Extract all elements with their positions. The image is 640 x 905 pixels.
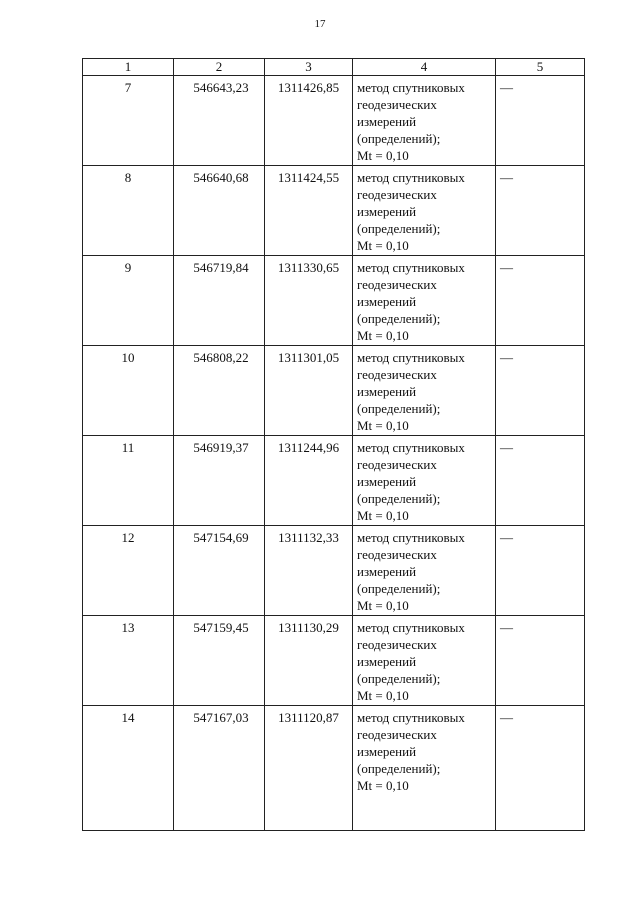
point-number-cell: 9: [83, 256, 174, 346]
x-coordinate-cell: 547159,45: [174, 616, 265, 706]
y-coordinate-cell: 1311424,55: [265, 166, 353, 256]
table-row: [83, 436, 585, 526]
method-line: измерений: [357, 744, 417, 759]
table-row: [83, 76, 585, 166]
point-number-cell: 12: [83, 526, 174, 616]
x-coordinate-cell: 546919,37: [174, 436, 265, 526]
method-line: геодезических: [357, 457, 437, 472]
table-row: [83, 166, 585, 256]
method-line: Mt = 0,10: [357, 598, 409, 613]
y-coordinate-cell: 1311301,05: [265, 346, 353, 436]
coordinates-table: [82, 58, 585, 831]
method-line: (определений);: [357, 491, 441, 506]
method-line: метод спутниковых: [357, 440, 465, 455]
note-cell: —: [496, 706, 585, 831]
note-cell: —: [496, 76, 585, 166]
method-line: метод спутниковых: [357, 170, 465, 185]
method-cell: [353, 526, 496, 616]
method-line: геодезических: [357, 187, 437, 202]
method-line: Mt = 0,10: [357, 688, 409, 703]
method-line: Mt = 0,10: [357, 238, 409, 253]
y-coordinate-cell: 1311426,85: [265, 76, 353, 166]
point-number-cell: 14: [83, 706, 174, 831]
x-coordinate-cell: 546719,84: [174, 256, 265, 346]
method-line: (определений);: [357, 581, 441, 596]
method-line: (определений);: [357, 671, 441, 686]
x-coordinate-cell: 546808,22: [174, 346, 265, 436]
method-line: метод спутниковых: [357, 710, 465, 725]
method-line: (определений);: [357, 311, 441, 326]
method-line: Mt = 0,10: [357, 148, 409, 163]
method-line: измерений: [357, 204, 417, 219]
table-row: [83, 346, 585, 436]
method-cell: [353, 346, 496, 436]
note-cell: —: [496, 526, 585, 616]
column-header: 5: [496, 59, 585, 76]
method-line: геодезических: [357, 547, 437, 562]
method-line: геодезических: [357, 727, 437, 742]
column-header: 1: [83, 59, 174, 76]
note-cell: —: [496, 436, 585, 526]
method-cell: [353, 616, 496, 706]
method-line: измерений: [357, 384, 417, 399]
method-line: метод спутниковых: [357, 260, 465, 275]
method-line: метод спутниковых: [357, 350, 465, 365]
method-line: (определений);: [357, 131, 441, 146]
point-number-cell: 8: [83, 166, 174, 256]
y-coordinate-cell: 1311132,33: [265, 526, 353, 616]
method-line: измерений: [357, 474, 417, 489]
table-row: [83, 616, 585, 706]
method-cell: [353, 166, 496, 256]
method-line: Mt = 0,10: [357, 328, 409, 343]
method-line: измерений: [357, 294, 417, 309]
column-header: 3: [265, 59, 353, 76]
y-coordinate-cell: 1311120,87: [265, 706, 353, 831]
method-cell: [353, 76, 496, 166]
method-cell: [353, 436, 496, 526]
note-cell: —: [496, 256, 585, 346]
method-line: измерений: [357, 564, 417, 579]
method-line: геодезических: [357, 277, 437, 292]
table-header-row: [83, 59, 585, 76]
table-body: [83, 76, 585, 831]
y-coordinate-cell: 1311330,65: [265, 256, 353, 346]
method-line: метод спутниковых: [357, 530, 465, 545]
note-cell: —: [496, 616, 585, 706]
method-line: геодезических: [357, 637, 437, 652]
method-line: (определений);: [357, 761, 441, 776]
x-coordinate-cell: 546643,23: [174, 76, 265, 166]
table-row: [83, 706, 585, 831]
method-line: измерений: [357, 114, 417, 129]
x-coordinate-cell: 546640,68: [174, 166, 265, 256]
method-line: Mt = 0,10: [357, 418, 409, 433]
y-coordinate-cell: 1311244,96: [265, 436, 353, 526]
point-number-cell: 11: [83, 436, 174, 526]
method-line: геодезических: [357, 367, 437, 382]
x-coordinate-cell: 547154,69: [174, 526, 265, 616]
column-header: 2: [174, 59, 265, 76]
method-line: геодезических: [357, 97, 437, 112]
note-cell: —: [496, 346, 585, 436]
method-line: метод спутниковых: [357, 620, 465, 635]
method-line: (определений);: [357, 221, 441, 236]
note-cell: —: [496, 166, 585, 256]
method-cell: [353, 256, 496, 346]
point-number-cell: 13: [83, 616, 174, 706]
method-cell: [353, 706, 496, 831]
table-row: [83, 526, 585, 616]
method-line: (определений);: [357, 401, 441, 416]
method-line: метод спутниковых: [357, 80, 465, 95]
point-number-cell: 7: [83, 76, 174, 166]
method-line: Mt = 0,10: [357, 778, 409, 793]
method-line: измерений: [357, 654, 417, 669]
table-row: [83, 256, 585, 346]
column-header: 4: [353, 59, 496, 76]
point-number-cell: 10: [83, 346, 174, 436]
y-coordinate-cell: 1311130,29: [265, 616, 353, 706]
method-line: Mt = 0,10: [357, 508, 409, 523]
x-coordinate-cell: 547167,03: [174, 706, 265, 831]
page-number: 17: [314, 18, 326, 30]
